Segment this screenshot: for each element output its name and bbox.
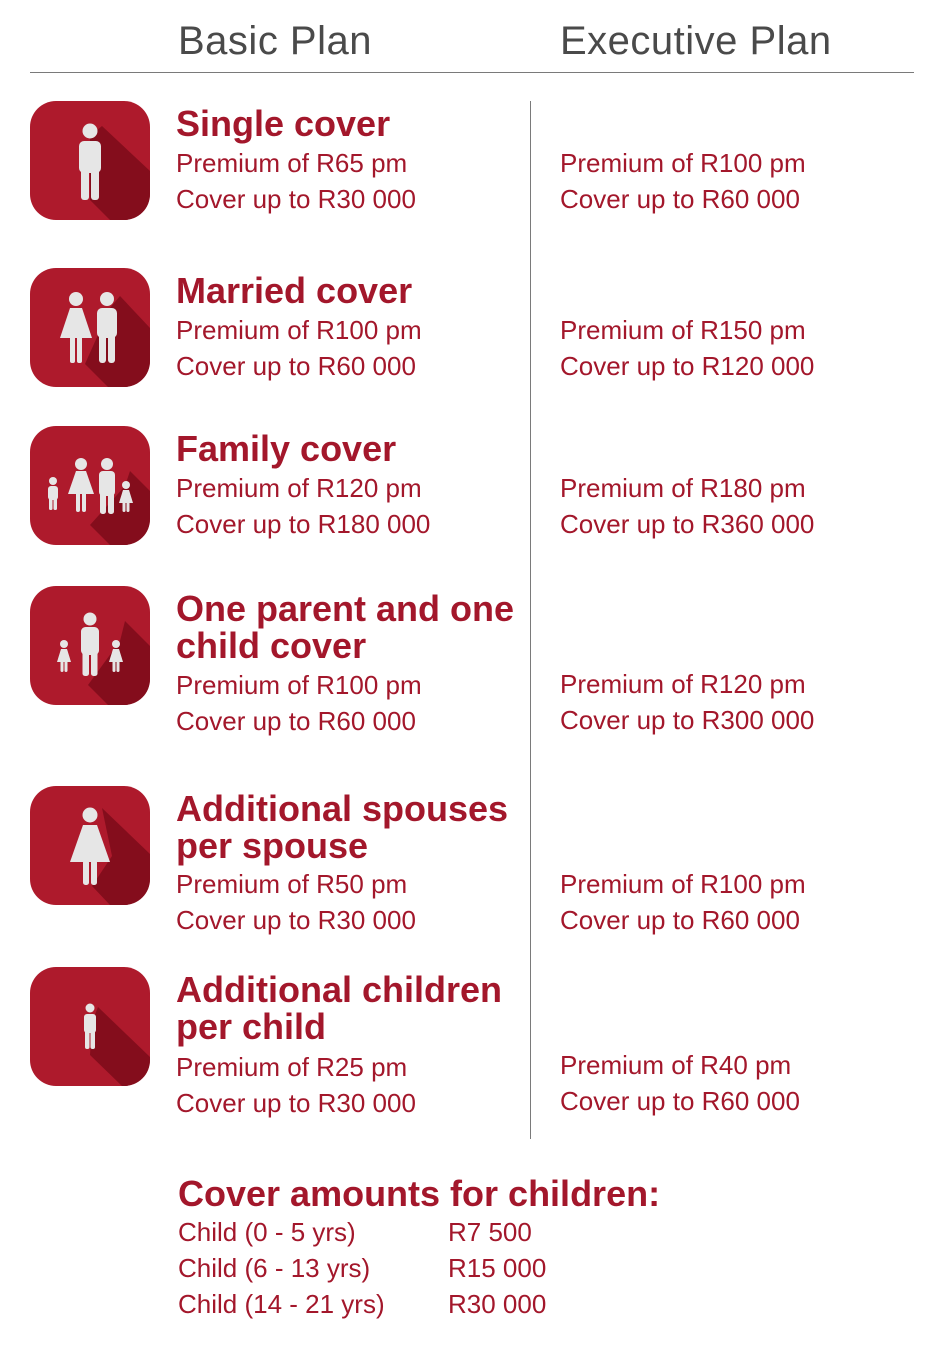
woman-icon [30,786,150,905]
basic-cover: Cover up to R60 000 [176,706,416,736]
executive-premium: Premium of R120 pm [560,669,806,699]
child-icon [30,967,150,1086]
plan-title: Additional children per child [176,969,503,1047]
executive-premium: Premium of R100 pm [560,148,806,178]
basic-premium: Premium of R100 pm [176,670,422,700]
basic-premium: Premium of R25 pm [176,1052,408,1082]
executive-premium: Premium of R100 pm [560,869,806,899]
executive-cover: Cover up to R60 000 [560,905,800,935]
child-cover-amount: R15 000 [448,1253,547,1283]
plan-title: Family cover [176,428,397,469]
executive-premium: Premium of R150 pm [560,315,806,345]
child-age-label: Child (6 - 13 yrs) [178,1253,371,1283]
child-age-label: Child (14 - 21 yrs) [178,1289,385,1319]
single-person-icon [30,101,150,220]
executive-premium: Premium of R180 pm [560,473,806,503]
executive-premium: Premium of R40 pm [560,1050,792,1080]
children-cover-title: Cover amounts for children: [178,1173,661,1214]
basic-cover: Cover up to R30 000 [176,905,416,935]
child-age-label: Child (0 - 5 yrs) [178,1217,356,1247]
basic-cover: Cover up to R180 000 [176,509,431,539]
executive-plan-heading: Executive Plan [560,19,832,63]
family-icon [30,426,150,545]
plan-title: One parent and one child cover [176,588,515,666]
executive-cover: Cover up to R60 000 [560,184,800,214]
executive-cover: Cover up to R60 000 [560,1086,800,1116]
basic-premium: Premium of R50 pm [176,869,408,899]
basic-cover: Cover up to R60 000 [176,351,416,381]
plan-title: Married cover [176,270,413,311]
child-cover-amount: R7 500 [448,1217,532,1247]
basic-plan-heading: Basic Plan [178,19,372,63]
executive-cover: Cover up to R360 000 [560,509,815,539]
couple-icon [30,268,150,387]
basic-cover: Cover up to R30 000 [176,184,416,214]
header-divider [30,72,914,73]
executive-cover: Cover up to R120 000 [560,351,815,381]
executive-cover: Cover up to R300 000 [560,705,815,735]
basic-premium: Premium of R100 pm [176,315,422,345]
parent-children-icon [30,586,150,705]
plan-title: Single cover [176,103,391,144]
child-cover-amount: R30 000 [448,1289,547,1319]
basic-premium: Premium of R120 pm [176,473,422,503]
basic-cover: Cover up to R30 000 [176,1088,416,1118]
column-divider [530,101,531,1139]
plan-title: Additional spouses per spouse [176,788,509,866]
basic-premium: Premium of R65 pm [176,148,408,178]
